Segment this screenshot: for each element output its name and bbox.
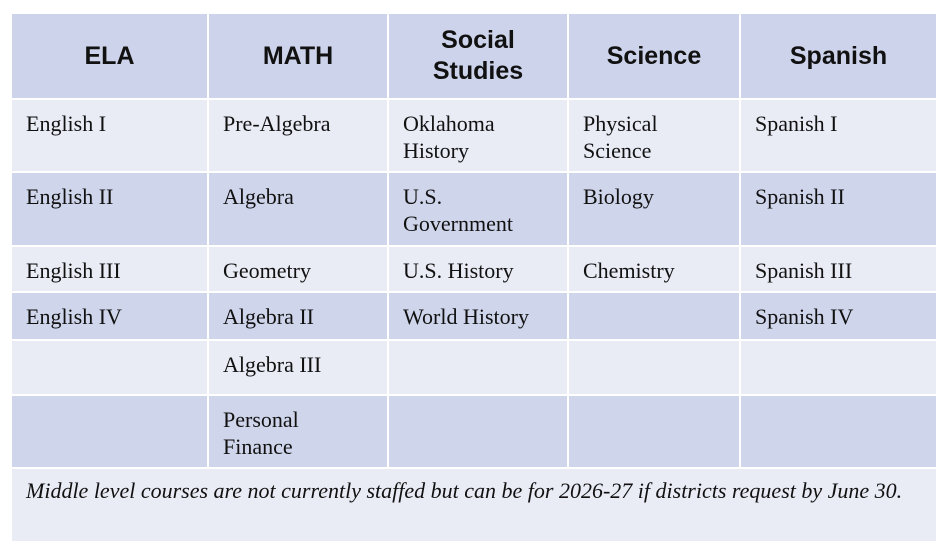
table-cell: Algebra — [208, 172, 388, 246]
table-row — [11, 340, 937, 395]
header-science: Science — [568, 13, 740, 99]
header-ela: ELA — [11, 13, 208, 99]
table-cell: Biology — [568, 172, 740, 246]
table-cell — [568, 395, 740, 468]
table-cell: Algebra II — [208, 292, 388, 340]
table-cell: Spanish IV — [740, 292, 937, 340]
table-cell: Physical Science — [568, 99, 740, 172]
table-cell: English III — [11, 246, 208, 292]
table-row — [11, 99, 937, 172]
header-math: MATH — [208, 13, 388, 99]
table-cell — [568, 292, 740, 340]
table-cell: Chemistry — [568, 246, 740, 292]
footnote-row — [11, 468, 937, 542]
table-cell: U.S. Government — [388, 172, 568, 246]
table-cell: Geometry — [208, 246, 388, 292]
table-row — [11, 172, 937, 246]
table-cell — [388, 395, 568, 468]
table-cell: Algebra III — [208, 340, 388, 395]
table-cell: Personal Finance — [208, 395, 388, 468]
course-table — [10, 12, 938, 543]
table-cell: English II — [11, 172, 208, 246]
table-cell: U.S. History — [388, 246, 568, 292]
header-social-studies: Social Studies — [388, 13, 568, 99]
table-cell: English IV — [11, 292, 208, 340]
table-row — [11, 246, 937, 292]
table-cell: World History — [388, 292, 568, 340]
header-spanish: Spanish — [740, 13, 937, 99]
table-cell — [11, 340, 208, 395]
table-cell — [740, 340, 937, 395]
table-cell — [740, 395, 937, 468]
table-cell — [568, 340, 740, 395]
table-cell — [11, 395, 208, 468]
table-row — [11, 292, 937, 340]
header-row — [11, 13, 937, 99]
table-cell: Oklahoma History — [388, 99, 568, 172]
course-table-container — [10, 12, 936, 543]
table-row — [11, 395, 937, 468]
table-cell: Pre-Algebra — [208, 99, 388, 172]
table-cell: Spanish III — [740, 246, 937, 292]
footnote-text: Middle level courses are not currently staffed but can be for 2026-27 if districts request by June 30. — [11, 468, 937, 542]
table-cell: Spanish II — [740, 172, 937, 246]
table-cell: Spanish I — [740, 99, 937, 172]
table-cell — [388, 340, 568, 395]
table-cell: English I — [11, 99, 208, 172]
